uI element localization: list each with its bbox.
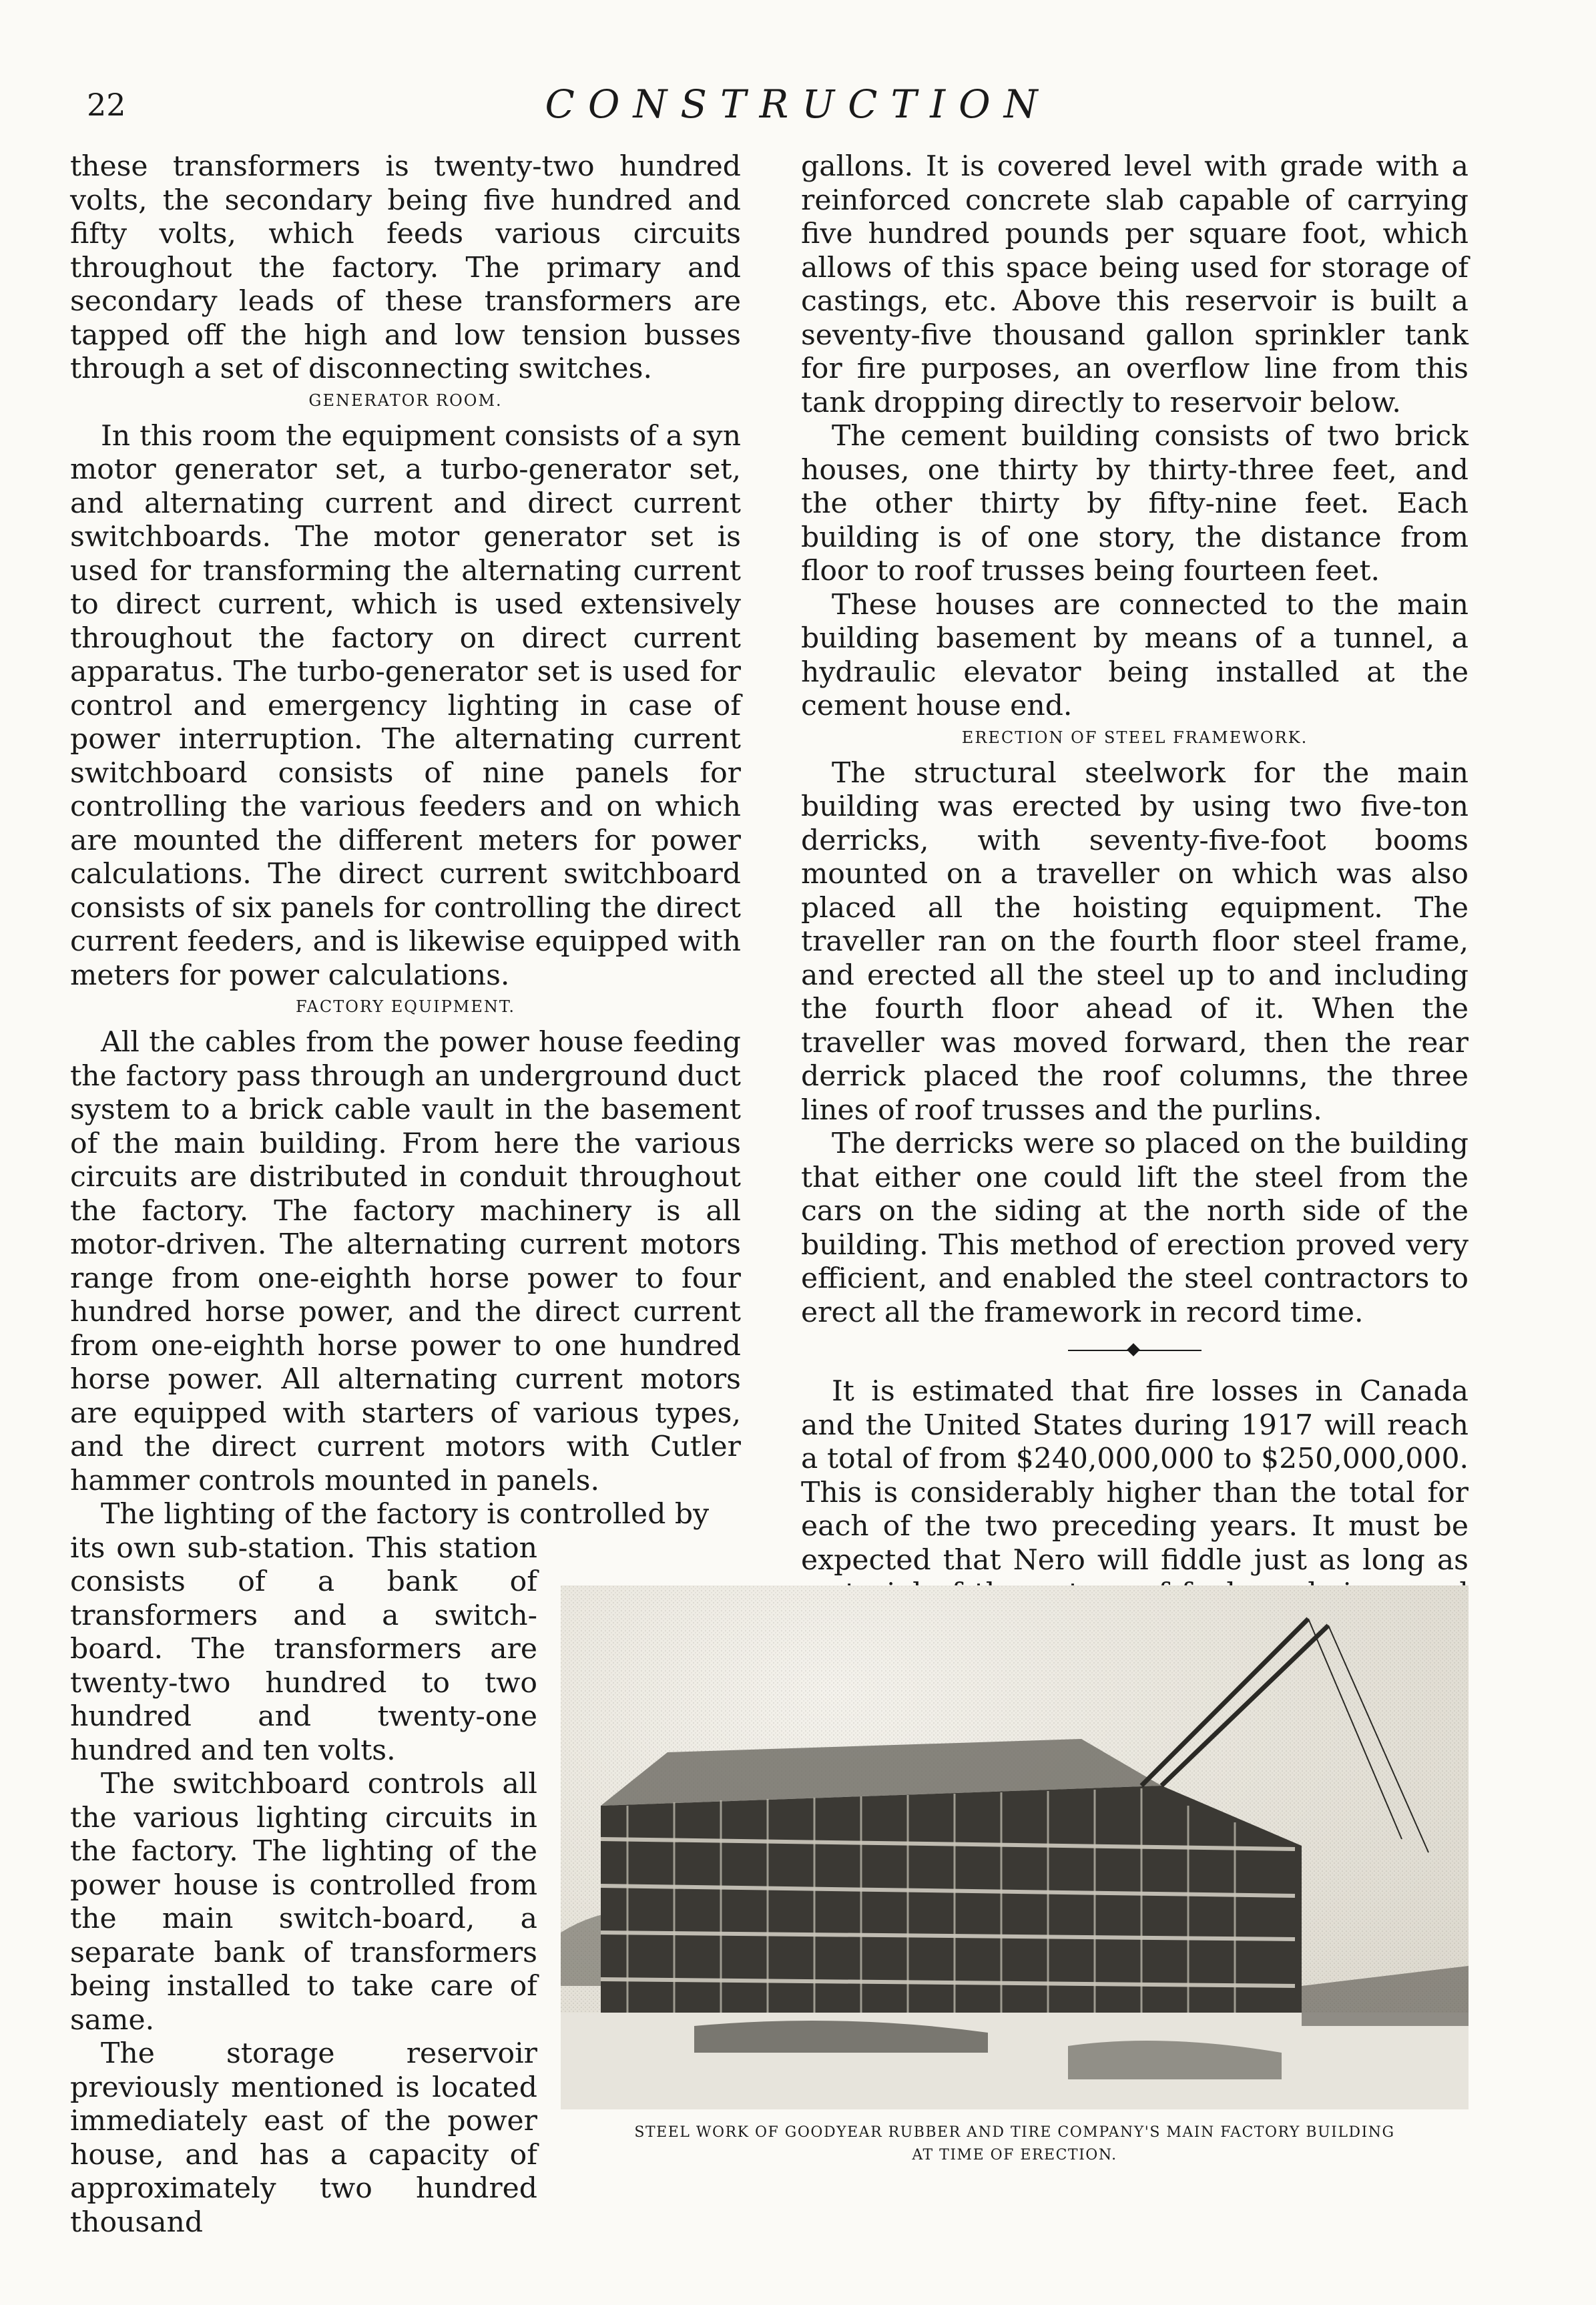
- paragraph: The switchboard controls all the various lighting circuits in the factory. The lighting of the power house is controlled from the main switch-board, a separate bank of transformers being installed to take care of same.: [70, 1768, 537, 2037]
- section-heading: ERECTION OF STEEL FRAMEWORK.: [961, 728, 1308, 747]
- page-number: 22: [87, 87, 126, 123]
- paragraph: All the cables from the power house feeding the factory pass through an underground duct system to a brick cable vault in the basement of the main building. From here the various circuits are distributed in conduit throughout the factory. The factory machinery is all motor-driven. The alternating current motors range from one-eighth horse power to four hundred horse power, and the direct current from one-eighth horse power to one hundred horse power. All alternating current motors are equipped with starters of various types, and the direct current motors with Cutler hammer controls mounted in panels.: [70, 1026, 741, 1497]
- paragraph: gallons. It is covered level with grade with a reinforced concrete slab capable of carrying five hundred pounds per square foot, which allows of this space being used for storage of castings, etc. Above this reservoir is built a seventy-five thousand gallon sprinkler tank for fire purposes, an overflow line from this tank dropping directly to reservoir below.: [801, 150, 1469, 419]
- paragraph: It is estimated that fire losses in Canada and the United States during 1917 will reach a total of from $240,000,000 to $250,000,000. This is considerably higher than the total for each of the two preceding years. It must be expected that Nero will fiddle just as long as: [801, 1375, 1469, 1577]
- section-heading: GENERATOR ROOM.: [308, 391, 503, 410]
- paragraph: In this room the equipment consists of a syn motor generator set, a turbo-generator set, and alternating current and direct current switchboards. The motor generator set is used for transforming the alternating current to direct current, which is used extensively throughout the factory on direct current apparatus. The turbo-generator set is used for control and emergency lighting in case of power interruption. The alternating current switchboard consists of nine panels for controlling the various feeders and on which are mounted the different meters for power calculations. The direct current switchboard consists of six panels for controlling the direct current feeders, and is likewise equipped with meters for power calculations.: [70, 419, 741, 992]
- paragraph: The storage reservoir previously mentioned is located immediately east of the power house, and has a capacity of approximately two hundred thousand: [70, 2037, 537, 2239]
- paragraph: These houses are connected to the main building basement by means of a tunnel, a hydraulic elevator being installed at the cement house end.: [801, 588, 1469, 722]
- paragraph: The lighting of the factory is controlled by: [101, 1498, 710, 1531]
- paragraph: The structural steelwork for the main building was erected by using two five-ton derricks, with seventy-five-foot booms mounted on a traveller on which was also placed all the hoisting equipment. The traveller ran on the fourth floor steel frame, and erected all the steel up to and including the fourth floor ahead of it. When the traveller was moved forward, then the rear derrick placed the roof columns, the three lines of roof trusses and the purlins.: [801, 756, 1469, 1127]
- running-title: CONSTRUCTION: [545, 81, 1051, 127]
- paragraph: these transformers is twenty-two hundred volts, the secondary being five hundred and fifty volts, which feeds various circuits throughout the factory. The primary and secondary leads of these transformers are tapped off the high and low tension busses through a set of disconnecting switches.: [70, 150, 741, 385]
- paragraph: its own sub-station. This station consists of a bank of transformers and a switch-board. The transformers are twenty-two hundred to two hundred and twenty-one hundred and ten volts.: [70, 1531, 537, 1767]
- caption-line: STEEL WORK OF GOODYEAR RUBBER AND TIRE COMPANY'S MAIN FACTORY BUILDING: [634, 2124, 1395, 2141]
- paragraph: The derricks were so placed on the building that either one could lift the steel from the cars on the siding at the north side of the building. This method of erection proved very efficient, and enabled the steel contractors to erect all the framework in record time.: [801, 1127, 1469, 1329]
- caption-line: AT TIME OF ERECTION.: [912, 2147, 1117, 2163]
- section-divider: [1068, 1344, 1202, 1356]
- construction-photo: [561, 1585, 1469, 2109]
- section-heading: FACTORY EQUIPMENT.: [295, 997, 515, 1016]
- right-column: [801, 150, 1469, 1645]
- paragraph: The cement building consists of two brick houses, one thirty by thirty-three feet, and the other thirty by fifty-nine feet. Each building is of one story, the distance from floor to roof trusses being fourteen feet.: [801, 420, 1469, 587]
- figure-caption: [561, 2121, 1469, 2167]
